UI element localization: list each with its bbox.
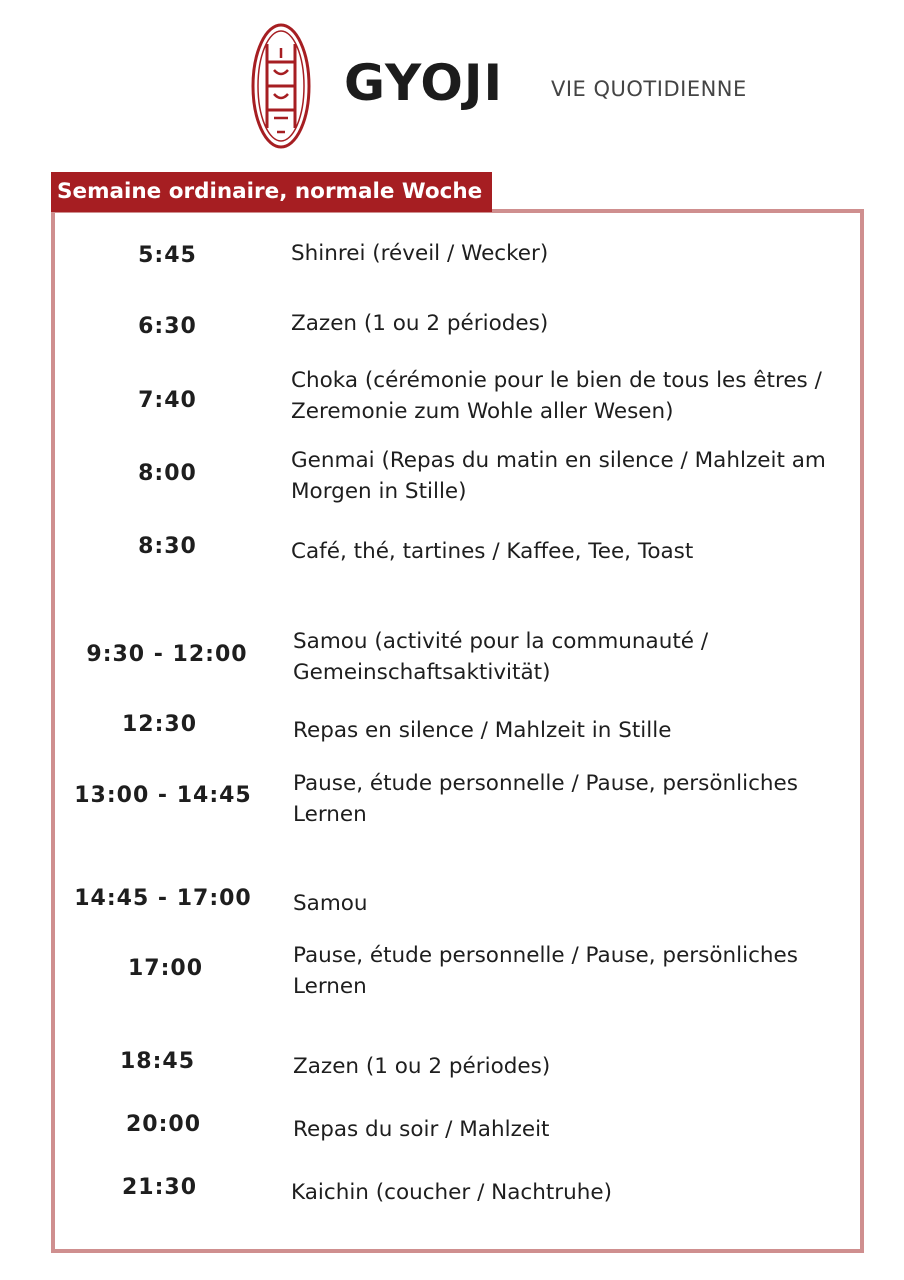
- time-label: 6:30: [138, 314, 197, 339]
- time-label: 8:30: [138, 534, 197, 559]
- activity-label: Pause, étude personnelle / Pause, persönliches Lernen: [293, 943, 798, 999]
- activity-label: Kaichin (coucher / Nachtruhe): [291, 1180, 613, 1205]
- seal-logo-icon: [250, 22, 312, 150]
- time-label: 18:45: [119, 1049, 196, 1074]
- activity-label: Café, thé, tartines / Kaffee, Tee, Toast: [291, 539, 694, 564]
- page-subtitle: VIE QUOTIDIENNE: [551, 77, 747, 101]
- page-header: [0, 0, 904, 170]
- time-label: 20:00: [125, 1112, 202, 1137]
- activity-label: Samou: [293, 891, 368, 916]
- activity-label: Repas du soir / Mahlzeit: [293, 1117, 550, 1142]
- time-label: 14:45 - 17:00: [74, 886, 252, 911]
- time-label: 5:45: [138, 243, 197, 268]
- time-label: 17:00: [127, 956, 204, 981]
- time-label: 7:40: [138, 388, 197, 413]
- time-label: 12:30: [121, 712, 198, 737]
- page-title: GYOJI: [344, 54, 504, 112]
- activity-label: Zazen (1 ou 2 périodes): [291, 311, 549, 336]
- time-label: 9:30 - 12:00: [86, 642, 248, 667]
- activity-label: Repas en silence / Mahlzeit in Stille: [293, 718, 672, 743]
- activity-label: Pause, étude personnelle / Pause, persönliches Lernen: [293, 771, 798, 827]
- time-label: 8:00: [138, 461, 197, 486]
- activity-label: Zazen (1 ou 2 périodes): [293, 1054, 551, 1079]
- activity-label: Samou (activité pour la communauté / Gemeinschaftsaktivität): [293, 629, 709, 685]
- time-label: 21:30: [121, 1175, 198, 1200]
- activity-label: Choka (cérémonie pour le bien de tous les êtres / Zeremonie zum Wohle aller Wesen): [291, 368, 822, 424]
- activity-label: Shinrei (réveil / Wecker): [291, 241, 549, 266]
- section-label: Semaine ordinaire, normale Woche: [51, 172, 492, 212]
- time-label: 13:00 - 14:45: [74, 783, 252, 808]
- activity-label: Genmai (Repas du matin en silence / Mahlzeit am Morgen in Stille): [291, 448, 826, 504]
